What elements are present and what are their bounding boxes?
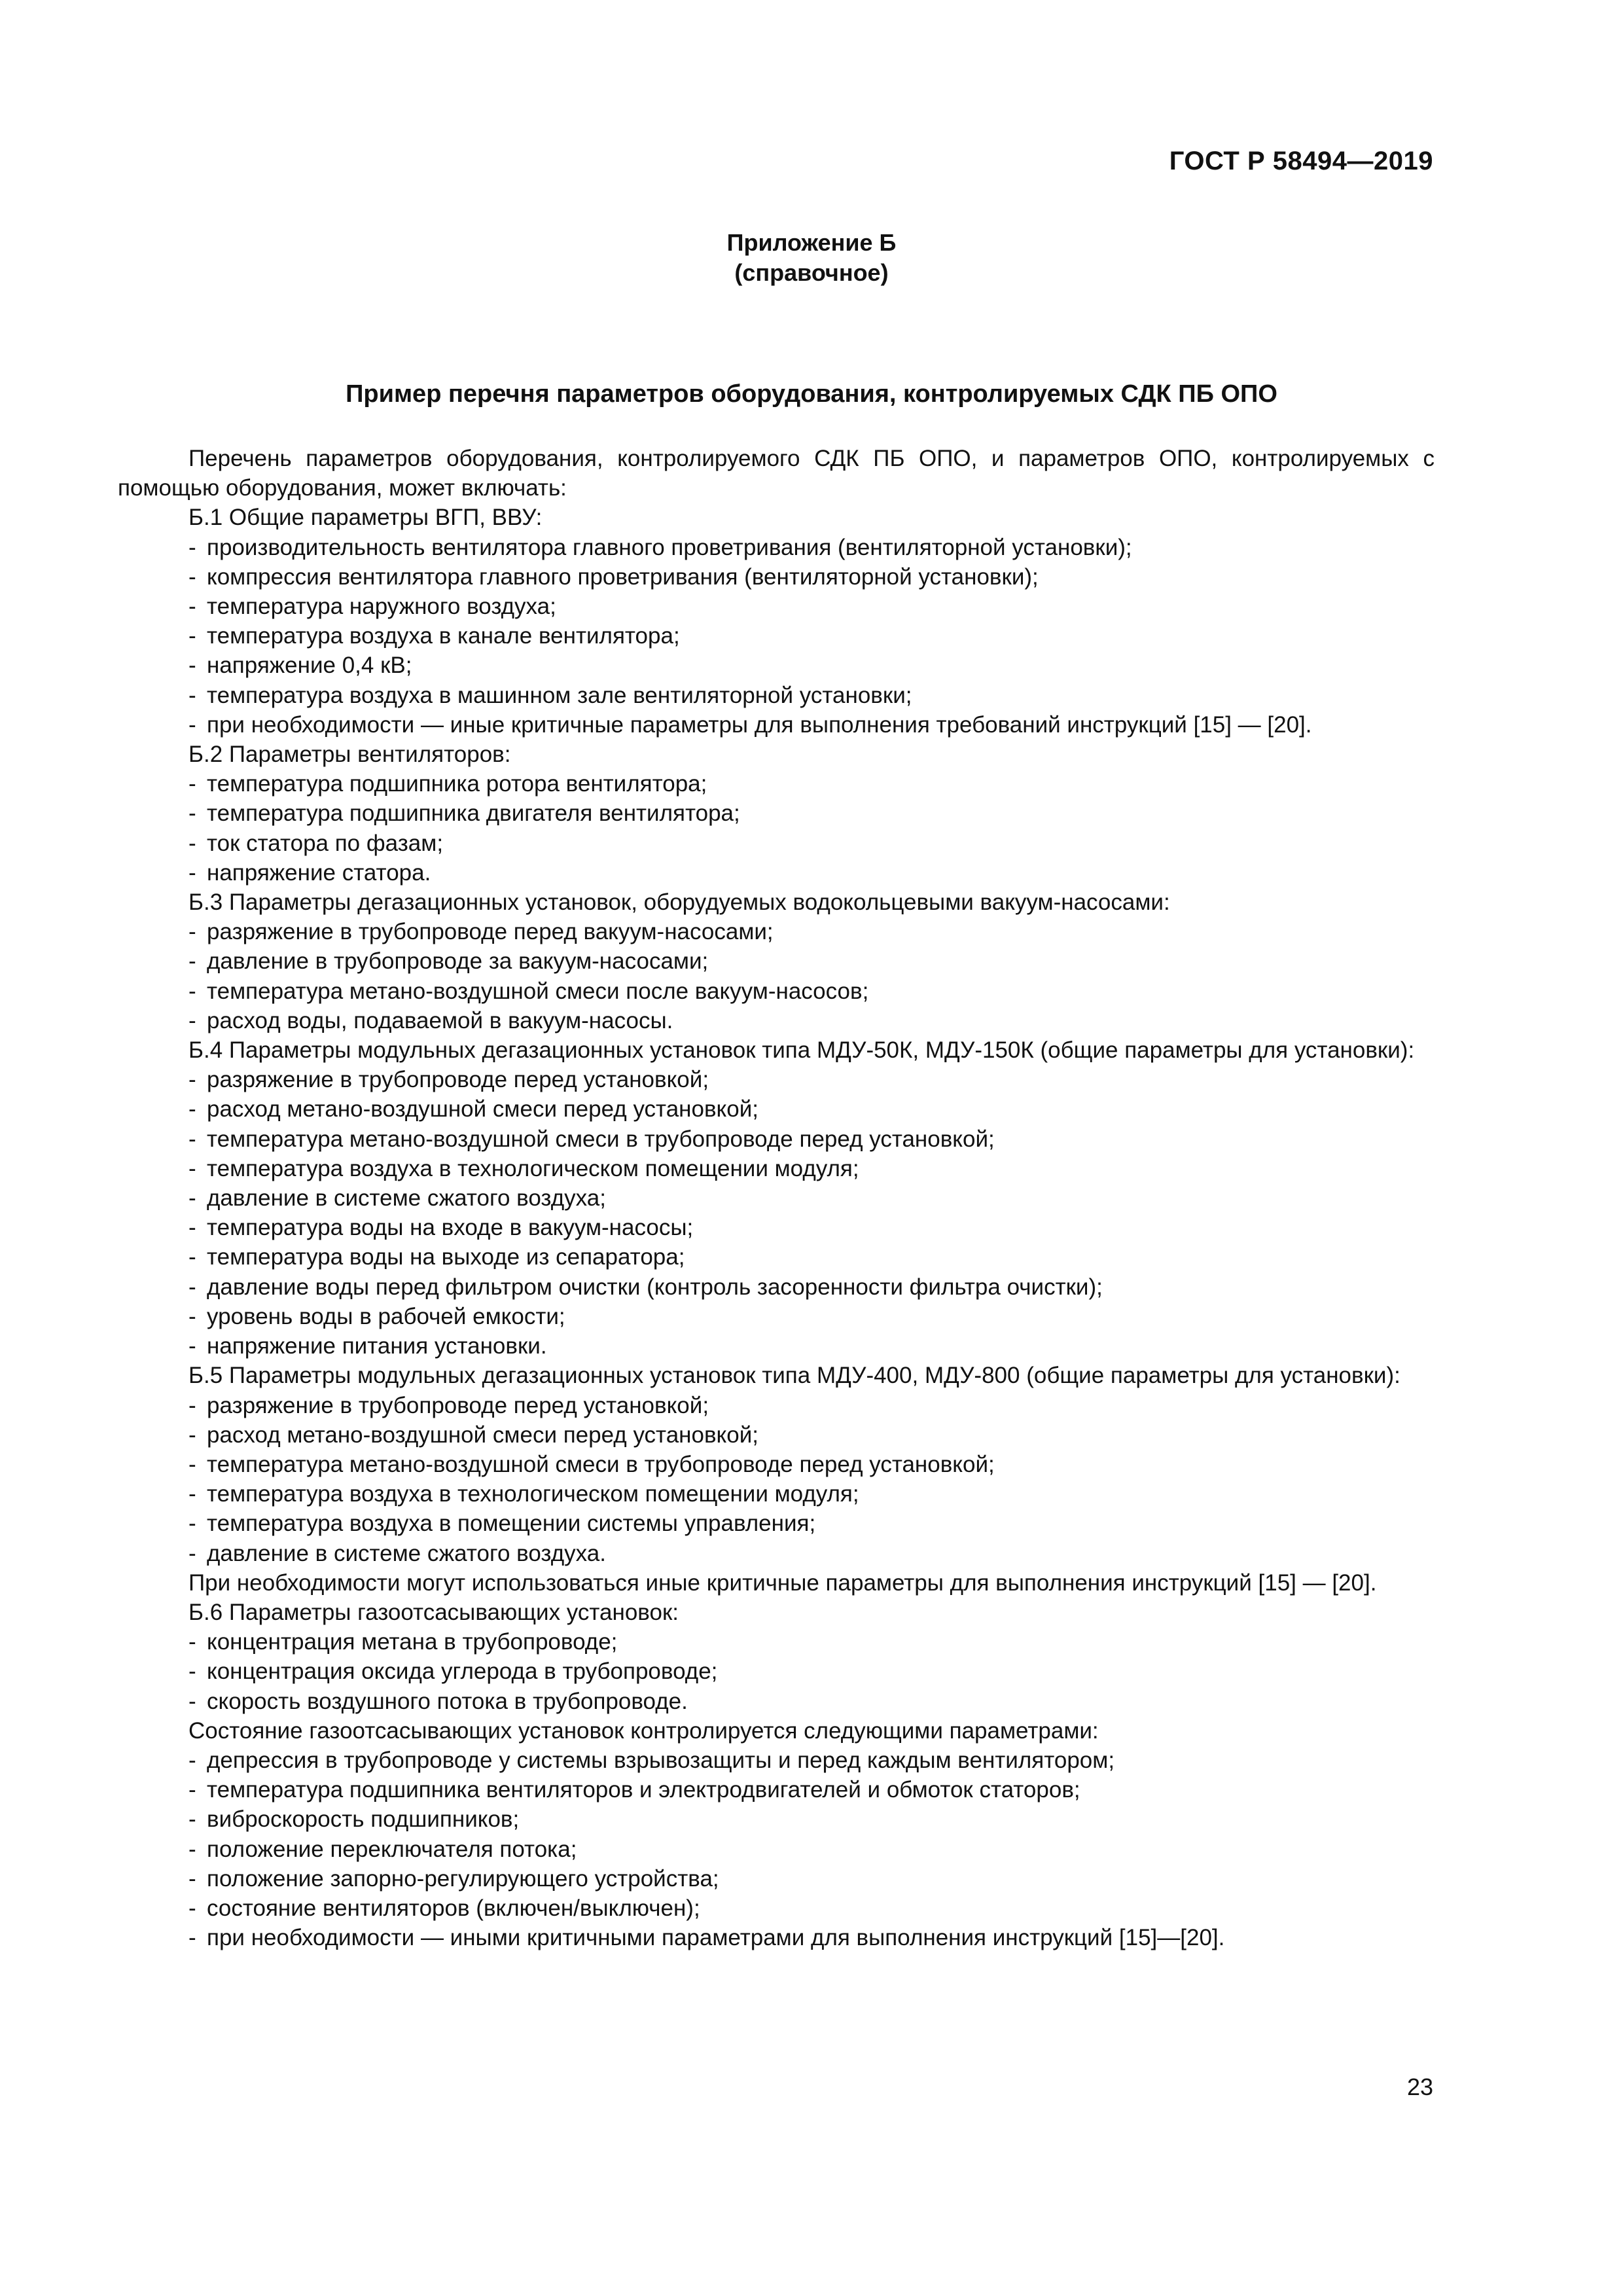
list-item: - расход воды, подаваемой в вакуум-насосы.	[188, 1006, 1435, 1035]
annex-title: Приложение Б	[726, 229, 897, 256]
section-heading: Б.3 Параметры дегазационных установок, оборудуемых водокольцевыми вакуум-насосами:	[188, 889, 1170, 916]
standard-code: ГОСТ Р 58494—2019	[1169, 147, 1433, 175]
section-heading: Б.4 Параметры модульных дегазационных установок типа МДУ-50К, МДУ-150К (общие параметры для установки):	[188, 1037, 1415, 1064]
list-item: - производительность вентилятора главного проветривания (вентиляторной установки);	[188, 533, 1435, 562]
section-heading: Б.6 Параметры газоотсасывающих установок:	[188, 1599, 679, 1625]
section-list	[118, 769, 1435, 888]
section-list	[118, 1065, 1435, 1361]
section-heading: Б.2 Параметры вентиляторов:	[188, 742, 511, 768]
list-item: - при необходимости — иные критичные параметры для выполнения требований инструкций [15] — [20].	[188, 710, 1435, 740]
list-item: - расход метано-воздушной смеси перед установкой;	[188, 1094, 1435, 1124]
list-item: - температура воздуха в технологическом помещении модуля;	[188, 1479, 1435, 1509]
section-subheading: Состояние газоотсасывающих установок контролируется следующими параметрами:	[188, 1717, 1099, 1744]
list-item: - температура метано-воздушной смеси в трубопроводе перед установкой;	[188, 1124, 1435, 1154]
document-body	[118, 444, 1435, 1952]
section-note: При необходимости могут использоваться иные критичные параметры для выполнения инструкций [15] — [20].	[188, 1570, 1377, 1596]
list-item: - температура воздуха в помещении системы управления;	[188, 1509, 1435, 1538]
list-item: - компрессия вентилятора главного проветривания (вентиляторной установки);	[188, 562, 1435, 592]
list-item: - давление воды перед фильтром очистки (контроль засоренности фильтра очистки);	[188, 1272, 1435, 1302]
list-item: - виброскорость подшипников;	[188, 1804, 1435, 1834]
annex-type: (справочное)	[734, 259, 889, 286]
list-item: - разряжение в трубопроводе перед установкой;	[188, 1391, 1435, 1420]
list-item: - разряжение в трубопроводе перед вакуум-насосами;	[188, 917, 1435, 946]
page-number: 23	[1406, 2073, 1433, 2100]
document-title: Пример перечня параметров оборудования, контролируемых СДК ПБ ОПО	[346, 380, 1277, 408]
list-item: - депрессия в трубопроводе у системы взрывозащиты и перед каждым вентилятором;	[188, 1746, 1435, 1775]
list-item: - напряжение статора.	[188, 858, 1435, 888]
section-list	[118, 533, 1435, 740]
section-list	[118, 1627, 1435, 1716]
list-item: - концентрация метана в трубопроводе;	[188, 1627, 1435, 1657]
list-item: - уровень воды в рабочей емкости;	[188, 1302, 1435, 1331]
list-item: - температура подшипника вентиляторов и электродвигателей и обмоток статоров;	[188, 1775, 1435, 1804]
section-heading: Б.5 Параметры модульных дегазационных установок типа МДУ-400, МДУ-800 (общие параметры для установки):	[188, 1363, 1400, 1389]
list-item: - скорость воздушного потока в трубопроводе.	[188, 1687, 1435, 1716]
list-item: - состояние вентиляторов (включен/выключен);	[188, 1893, 1435, 1923]
list-item: - температура подшипника двигателя вентилятора;	[188, 798, 1435, 828]
list-item: - концентрация оксида углерода в трубопроводе;	[188, 1657, 1435, 1686]
list-item: - давление в системе сжатого воздуха.	[188, 1539, 1435, 1568]
list-item: - температура воздуха в машинном зале вентиляторной установки;	[188, 681, 1435, 710]
list-item: - температура воды на выходе из сепаратора;	[188, 1242, 1435, 1272]
annex-heading	[0, 228, 1623, 288]
list-item: - температура воды на входе в вакуум-насосы;	[188, 1213, 1435, 1242]
list-item: - температура воздуха в технологическом помещении модуля;	[188, 1154, 1435, 1183]
section-list	[118, 1391, 1435, 1568]
list-item: - разряжение в трубопроводе перед установкой;	[188, 1065, 1435, 1094]
list-item: - ток статора по фазам;	[188, 829, 1435, 858]
list-item: - положение запорно-регулирующего устройства;	[188, 1864, 1435, 1893]
list-item: - температура метано-воздушной смеси в трубопроводе перед установкой;	[188, 1450, 1435, 1479]
intro-paragraph: Перечень параметров оборудования, контролируемого СДК ПБ ОПО, и параметров ОПО, контролируемых с помощью оборудования, может включать:	[118, 446, 1435, 501]
list-item: - расход метано-воздушной смеси перед установкой;	[188, 1420, 1435, 1450]
list-item: - при необходимости — иными критичными параметрами для выполнения инструкций [15]—[20].	[188, 1923, 1435, 1952]
list-item: - температура метано-воздушной смеси после вакуум-насосов;	[188, 977, 1435, 1006]
section-heading: Б.1 Общие параметры ВГП, ВВУ:	[188, 505, 543, 531]
list-item: - давление в трубопроводе за вакуум-насосами;	[188, 946, 1435, 976]
list-item: - температура воздуха в канале вентилятора;	[188, 621, 1435, 651]
list-item: - давление в системе сжатого воздуха;	[188, 1183, 1435, 1213]
section-sublist	[118, 1746, 1435, 1952]
section-list	[118, 917, 1435, 1035]
list-item: - температура подшипника ротора вентилятора;	[188, 769, 1435, 798]
list-item: - напряжение 0,4 кВ;	[188, 651, 1435, 680]
list-item: - напряжение питания установки.	[188, 1331, 1435, 1361]
list-item: - температура наружного воздуха;	[188, 592, 1435, 621]
list-item: - положение переключателя потока;	[188, 1835, 1435, 1864]
